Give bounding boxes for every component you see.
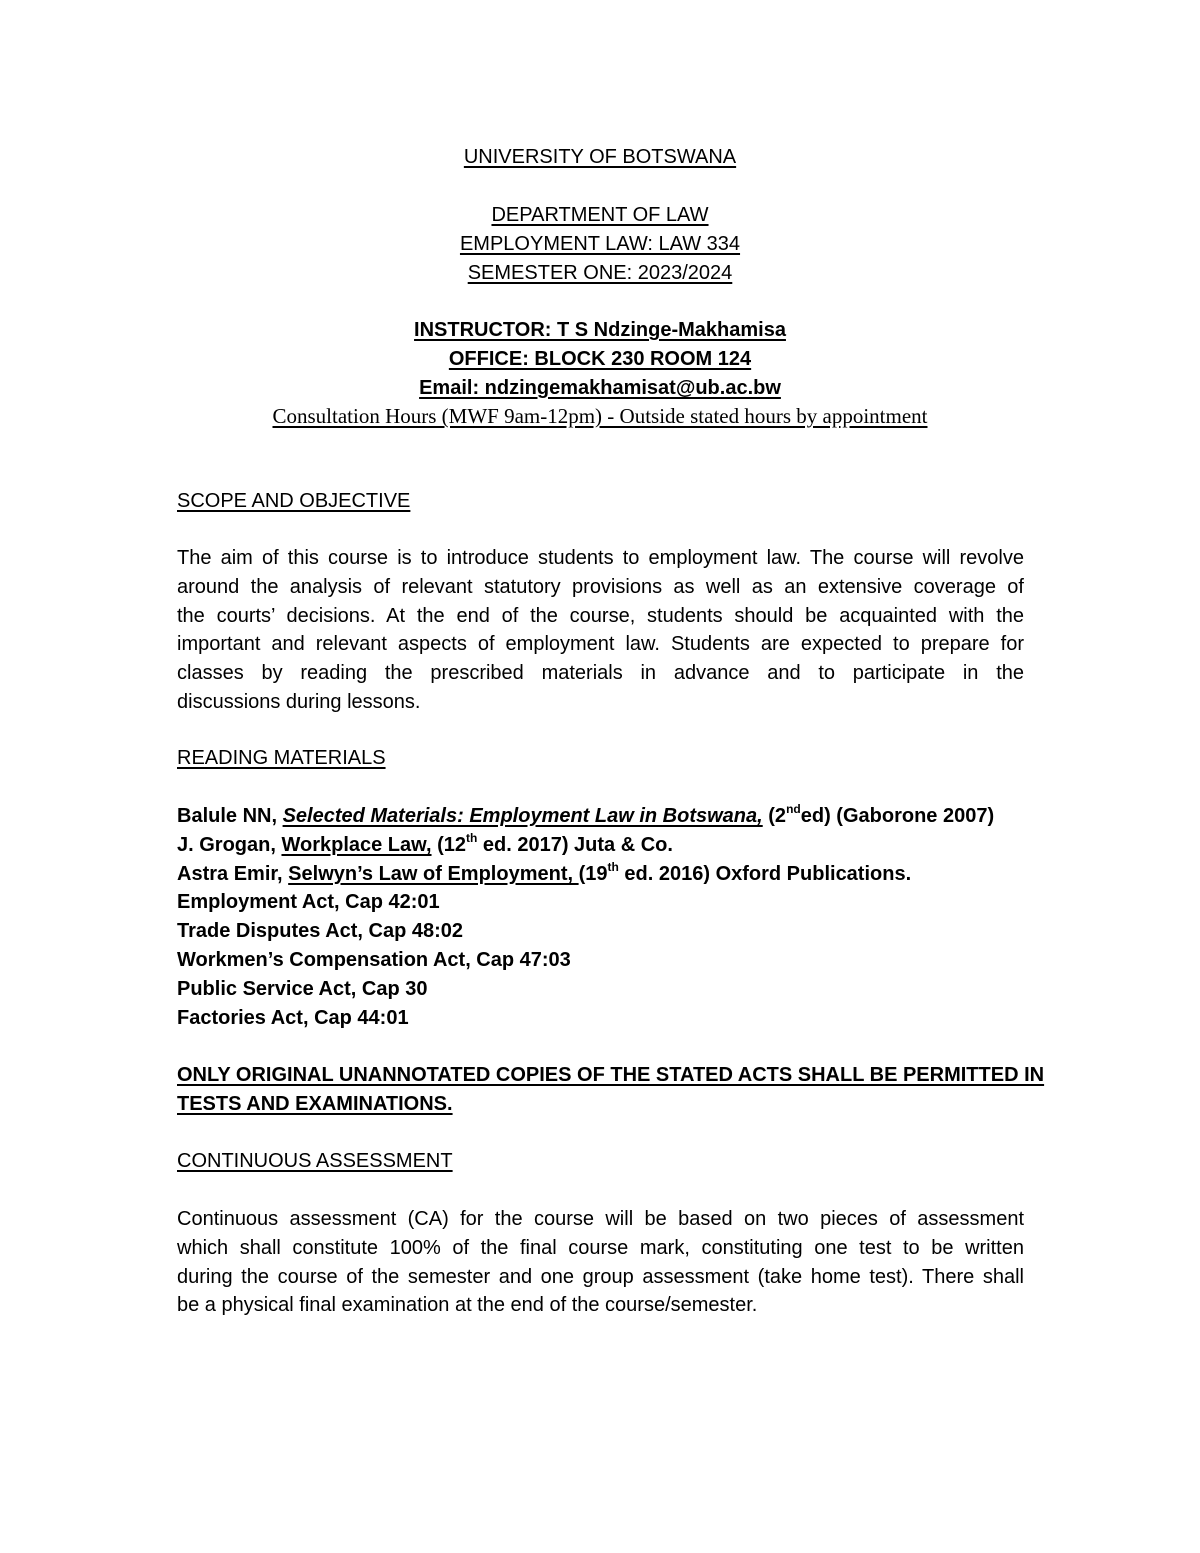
reading-heading: READING MATERIALS [177,747,386,769]
assessment-paragraph-line: be a physical final examination at the end of the course/semester. [177,1294,758,1316]
book-author: J. Grogan, [177,834,282,856]
consultation-hours: Consultation Hours (MWF 9am-12pm) - Outside stated hours by appointment [272,404,928,428]
edition-suffix: nd [786,802,801,817]
act-item: Employment Act, Cap 42:01 [177,891,440,913]
assessment-paragraph-line: which shall constitute 100% of the final course mark, constituting one test to be written [177,1237,1024,1259]
office-line: OFFICE: BLOCK 230 ROOM 124 [448,348,752,370]
edition-suffix: th [466,831,478,846]
book-title: Selwyn’s Law of Employment, [288,863,579,885]
book-author: Astra Emir, [177,863,289,885]
assessment-paragraph-line: during the course of the semester and one group assessment (take home test). There shall [177,1266,1024,1288]
scope-paragraph-line: discussions during lessons. [177,691,421,713]
email-line: Email: ndzingemakhamisat@ub.ac.bw [419,377,781,399]
scope-paragraph-line: important and relevant aspects of employment law. Students are expected to prepare for [177,633,1024,655]
course-title: EMPLOYMENT LAW: LAW 334 [459,233,741,255]
assessment-heading: CONTINUOUS ASSESSMENT [177,1150,453,1172]
act-item: Public Service Act, Cap 30 [177,978,428,1000]
reading-item-balule [177,804,994,828]
book-publication: ed) (Gaborone 2007) [800,805,995,827]
scope-paragraph-line: the courts’ decisions. At the end of the course, students should be acquainted with the [177,605,1024,627]
act-item: Factories Act, Cap 44:01 [177,1007,409,1029]
acts-notice-line: TESTS AND EXAMINATIONS. [177,1093,453,1115]
edition-suffix: th [607,860,619,875]
scope-heading: SCOPE AND OBJECTIVE [177,490,411,512]
scope-paragraph-line: classes by reading the prescribed materials in advance and to participate in the [177,662,1024,684]
scope-paragraph-line: around the analysis of relevant statutory provisions as well as an extensive coverage of [177,576,1024,598]
book-publication: ed. 2017) Juta & Co. [477,834,673,856]
acts-notice-line: ONLY ORIGINAL UNANNOTATED COPIES OF THE STATED ACTS SHALL BE PERMITTED IN [177,1064,1045,1086]
scope-paragraph-line: The aim of this course is to introduce students to employment law. The course will revolve [177,547,1024,569]
department-title: DEPARTMENT OF LAW [491,204,709,226]
book-edition: (12 [431,834,466,856]
act-item: Trade Disputes Act, Cap 48:02 [177,920,464,942]
book-publication: ed. 2016) Oxford Publications. [618,863,912,885]
assessment-paragraph-line: Continuous assessment (CA) for the course will be based on two pieces of assessment [177,1208,1024,1230]
act-item: Workmen’s Compensation Act, Cap 47:03 [177,949,571,971]
book-edition: (19 [578,863,608,885]
university-title: UNIVERSITY OF BOTSWANA [463,146,737,168]
reading-item-emir [177,862,911,886]
book-edition: (2 [762,805,787,827]
book-author: Balule NN, [177,805,283,827]
instructor-line: INSTRUCTOR: T S Ndzinge-Makhamisa [414,319,786,341]
reading-item-grogan [177,833,673,857]
semester-title: SEMESTER ONE: 2023/2024 [467,262,733,284]
book-title: Selected Materials: Employment Law in Botswana, [282,805,763,827]
book-title: Workplace Law, [281,834,432,856]
